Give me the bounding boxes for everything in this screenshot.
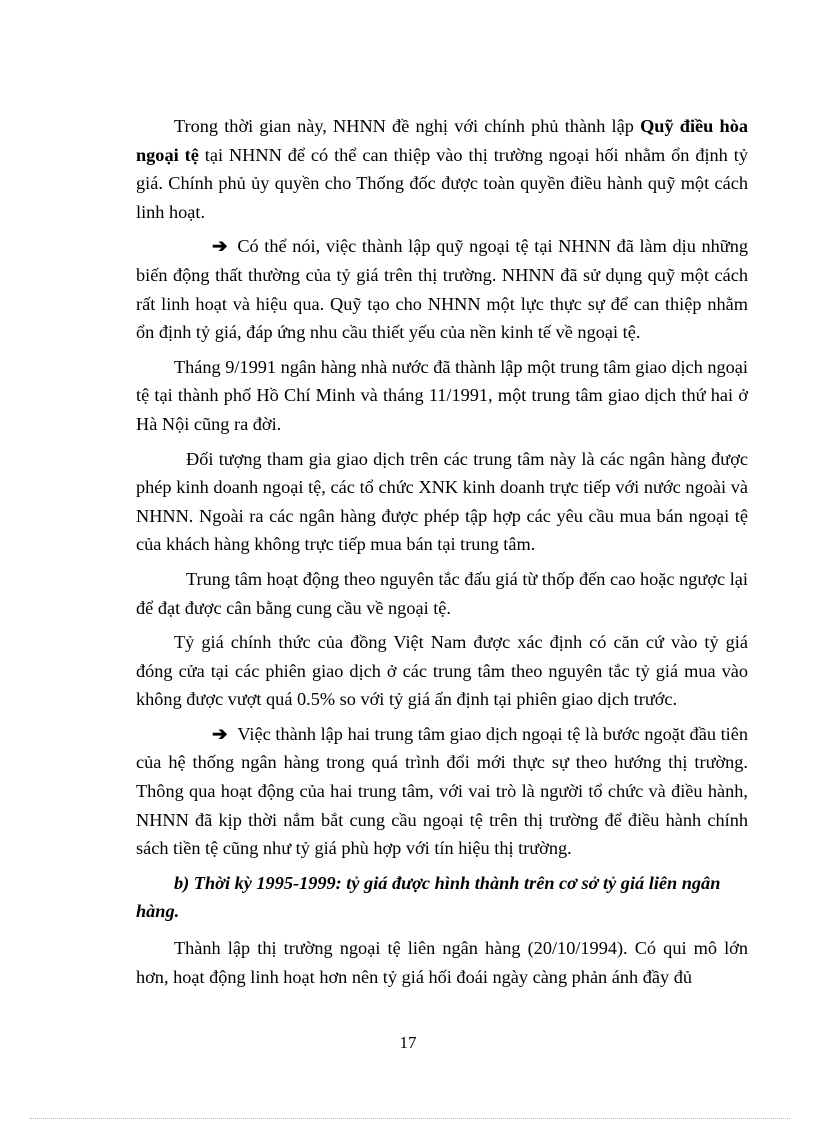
paragraph-6: Tỷ giá chính thức của đồng Việt Nam được xác định có căn cứ vào tỷ giá đóng cửa tại các phiên giao dịch ở các trung tâm theo nguyên tắc tỷ giá mua vào không được vượt quá 0.5% so với tỷ giá ấn định tại phiên giao dịch trước.	[136, 632, 748, 710]
paragraph-1-bold-term: Quỹ điều hòa ngoại tệ	[136, 116, 748, 165]
paragraph-4: Đối tượng tham gia giao dịch trên các trung tâm này là các ngân hàng được phép kinh doanh ngoại tệ, các tổ chức XNK kinh doanh trực tiếp với nước ngoài và NHNN. Ngoài ra các ngân hàng được phép tập hợp các yêu cầu mua bán ngoại tệ của khách hàng không trực tiếp mua bán tại trung tâm.	[136, 448, 748, 555]
paragraph-2-text: Có thể nói, việc thành lập quỹ ngoại tệ tại NHNN đã làm dịu những biến động thất thường của tỷ giá trên thị trường. NHNN đã sử dụng quỹ một cách rất linh hoạt và hiệu qua. Quỹ tạo cho NHNN một lực thực sự để can thiệp nhằm ổn định tỷ giá, đáp ứng nhu cầu thiết yếu của nền kinh tế về ngoại tệ.	[136, 236, 748, 343]
document-body	[136, 112, 748, 997]
page-bottom-divider	[30, 1118, 790, 1119]
paragraph-1	[136, 112, 748, 226]
paragraph-1-text-b: tại NHNN để có thể can thiệp vào thị trường ngoại hối nhằm ổn định tỷ giá. Chính phủ ủy quyền cho Thống đốc được toàn quyền điều hành quỹ một cách linh hoạt.	[136, 144, 748, 222]
paragraph-8: Thành lập thị trường ngoại tệ liên ngân hàng (20/10/1994). Có qui mô lớn hơn, hoạt động linh hoạt hơn nên tỷ giá hối đoái ngày càng phản ánh đầy đủ	[136, 938, 748, 987]
paragraph-7	[136, 720, 748, 863]
paragraph-3: Tháng 9/1991 ngân hàng nhà nước đã thành lập một trung tâm giao dịch ngoại tệ tại thành phố Hồ Chí Minh và tháng 11/1991, một trung tâm giao dịch thứ hai ở Hà Nội cũng ra đời.	[136, 356, 748, 434]
right-arrow-icon: ➔	[212, 236, 228, 257]
paragraph-2	[136, 232, 748, 346]
section-heading: b) Thời kỳ 1995-1999: tỷ giá được hình thành trên cơ sở tỷ giá liên ngân hàng.	[136, 872, 721, 922]
page-number: 17	[399, 1033, 417, 1052]
right-arrow-icon: ➔	[212, 723, 228, 744]
paragraph-1-text-a: Trong thời gian này, NHNN đề nghị với chính phủ thành lập	[174, 116, 641, 136]
paragraph-7-text: Việc thành lập hai trung tâm giao dịch ngoại tệ là bước ngoặt đầu tiên của hệ thống ngân hàng trong quá trình đổi mới thực sự theo hướng thị trường. Thông qua hoạt động của hai trung tâm, với vai trò là người tổ chức và điều hành, NHNN đã kịp thời nắm bắt cung cầu ngoại tệ trên thị trường để điều hành chính sách tiền tệ cũng như tỷ giá phù hợp với tín hiệu thị trường.	[136, 723, 748, 859]
paragraph-5: Trung tâm hoạt động theo nguyên tắc đấu giá từ thốp đến cao hoặc ngược lại để đạt được cân bằng cung cầu về ngoại tệ.	[136, 568, 748, 618]
